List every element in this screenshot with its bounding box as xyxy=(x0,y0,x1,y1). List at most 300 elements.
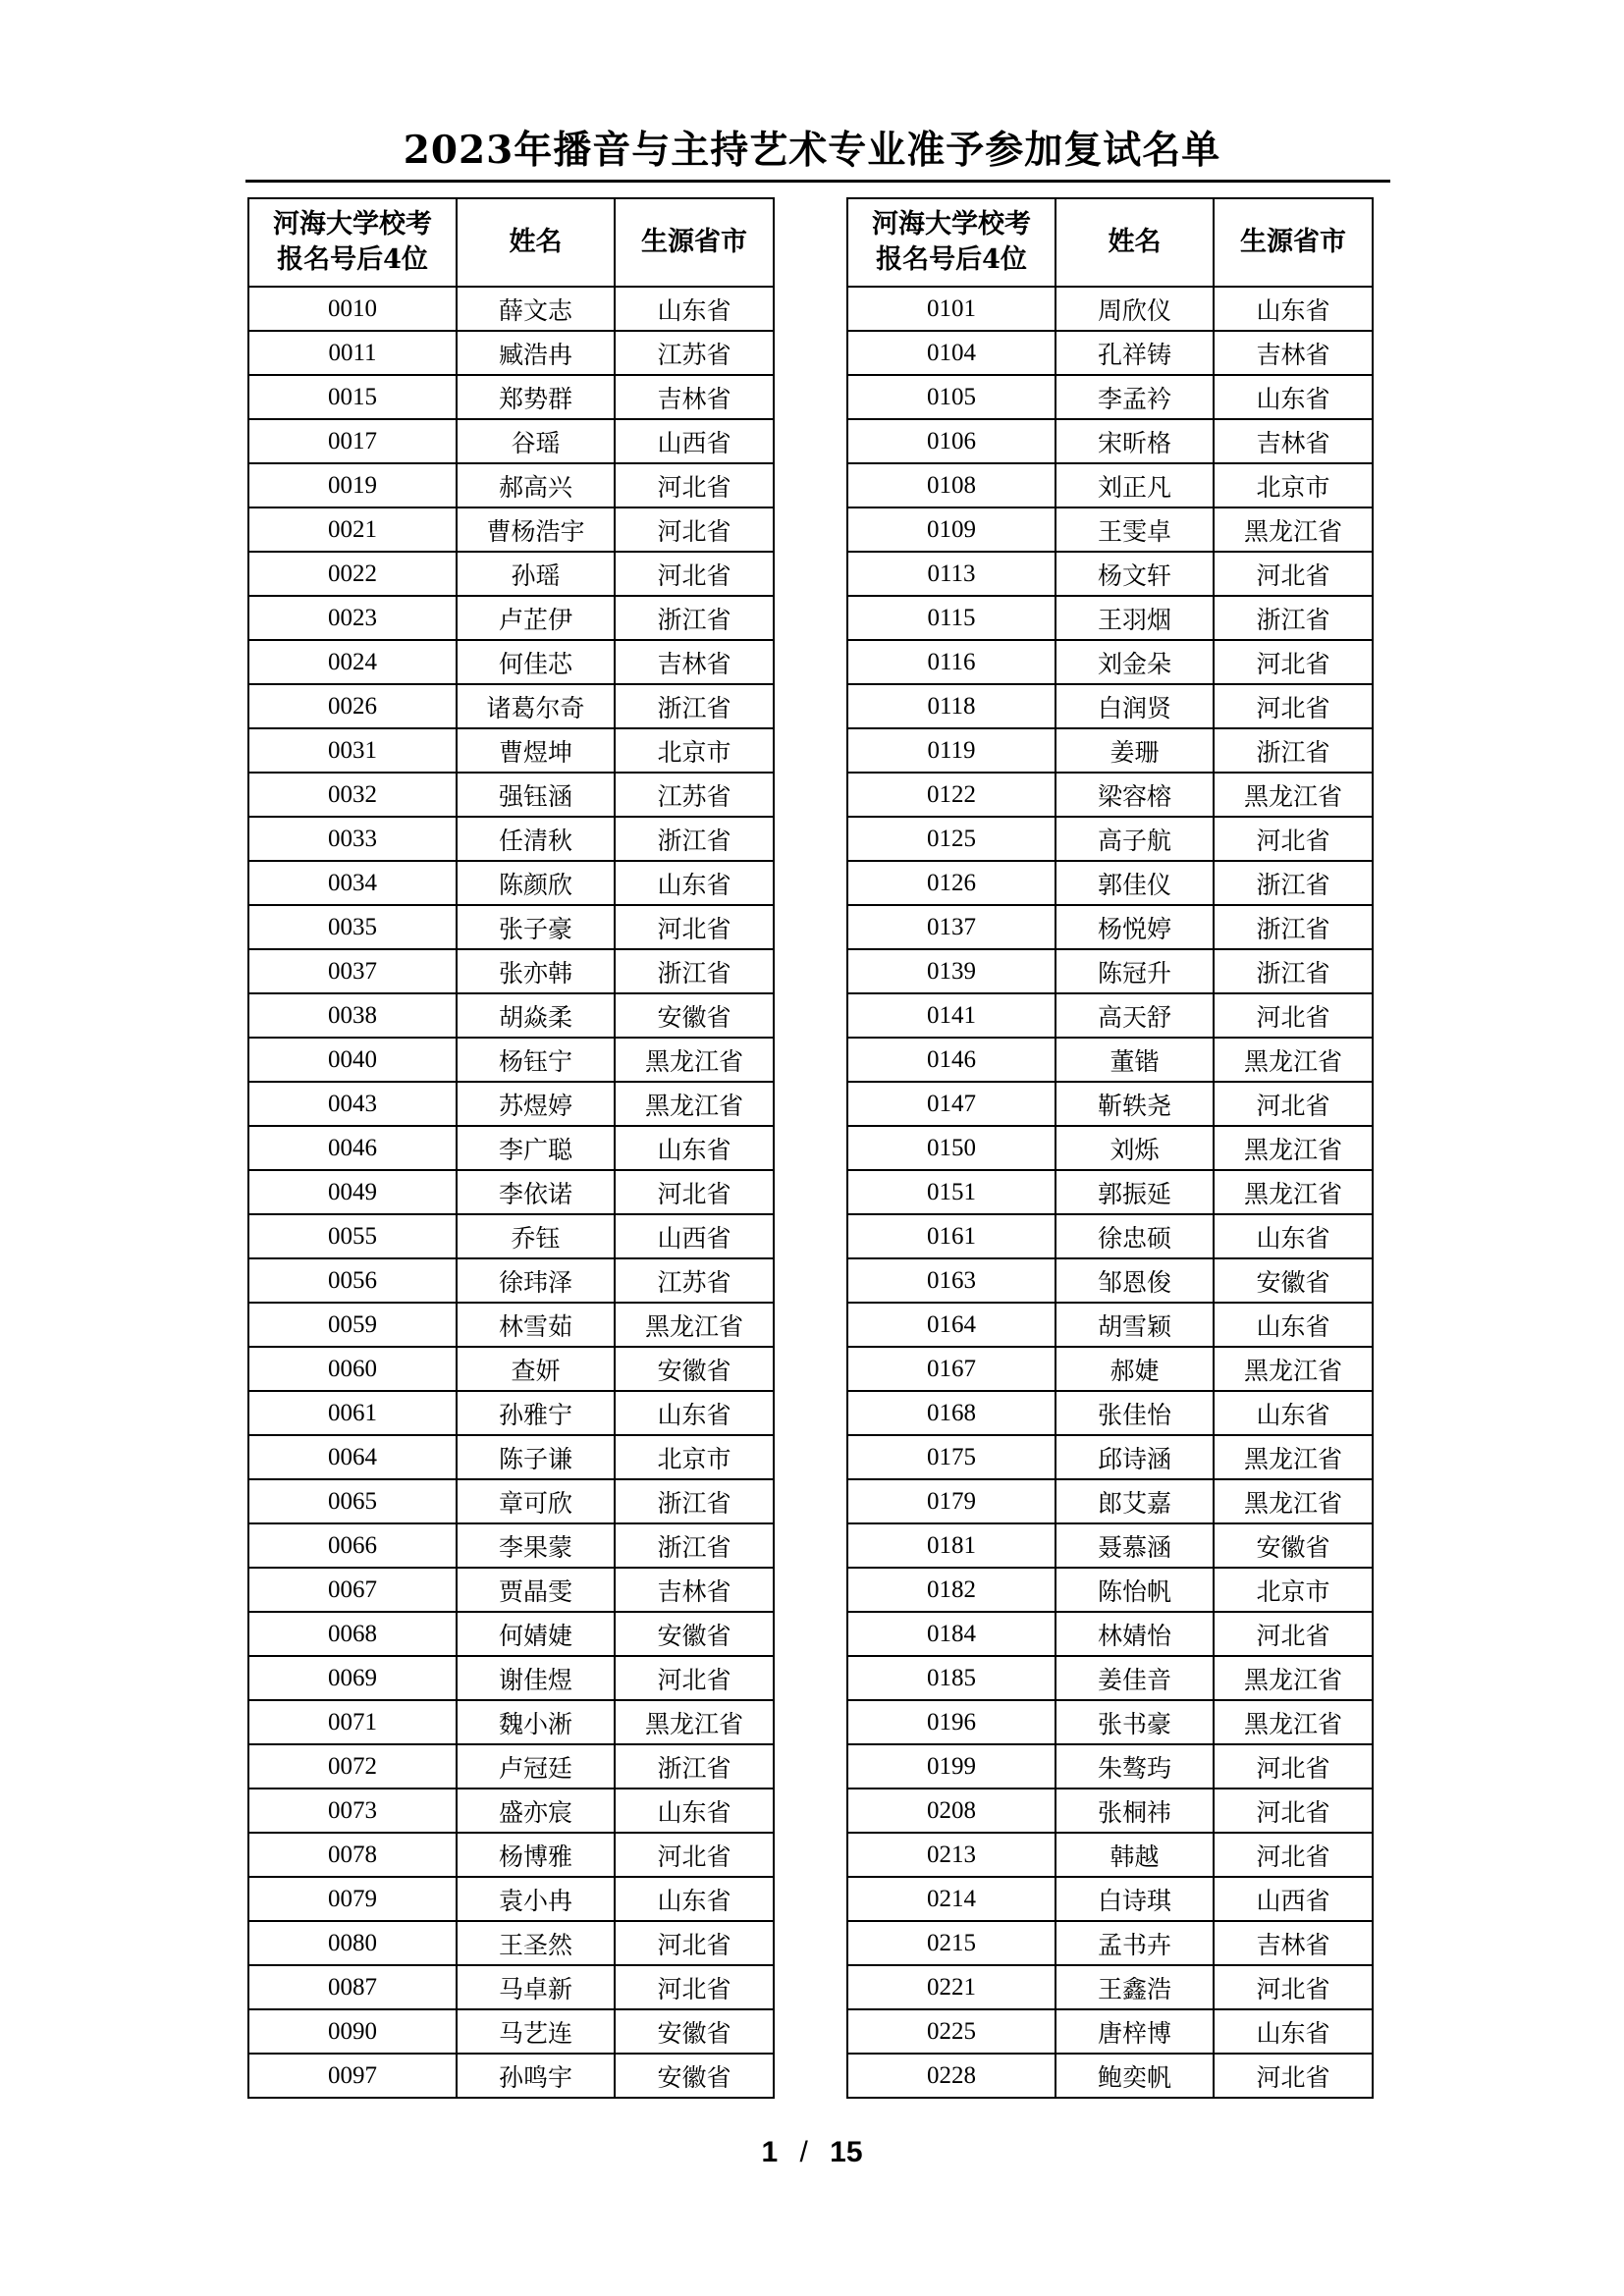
table-row xyxy=(847,507,1373,552)
student-name-cell: 陈冠升 xyxy=(1056,949,1214,993)
table-row xyxy=(847,993,1373,1038)
province-cell: 山东省 xyxy=(615,1126,774,1170)
province-cell: 吉林省 xyxy=(1214,1921,1373,1965)
student-name-cell: 卢芷伊 xyxy=(457,596,615,640)
student-name-cell: 唐梓博 xyxy=(1056,2009,1214,2054)
province-cell: 北京市 xyxy=(1214,463,1373,507)
province-cell: 黑龙江省 xyxy=(615,1038,774,1082)
student-name-cell: 孙雅宁 xyxy=(457,1391,615,1435)
province-cell: 黑龙江省 xyxy=(615,1303,774,1347)
province-cell: 山东省 xyxy=(615,861,774,905)
province-cell: 河北省 xyxy=(1214,817,1373,861)
header-id-line2: 报名号后4位 xyxy=(876,244,1027,275)
province-cell: 浙江省 xyxy=(615,1744,774,1789)
table-row xyxy=(248,1921,774,1965)
province-cell: 河北省 xyxy=(1214,1833,1373,1877)
registration-number-cell: 0125 xyxy=(847,817,1056,861)
student-name-cell: 郝婕 xyxy=(1056,1347,1214,1391)
registration-number-cell: 0061 xyxy=(248,1391,457,1435)
table-row xyxy=(847,2054,1373,2098)
registration-number-cell: 0115 xyxy=(847,596,1056,640)
student-name-cell: 鲍奕帆 xyxy=(1056,2054,1214,2098)
student-name-cell: 郎艾嘉 xyxy=(1056,1479,1214,1523)
registration-number-cell: 0017 xyxy=(248,419,457,463)
province-cell: 山西省 xyxy=(615,1214,774,1258)
student-name-cell: 张桐祎 xyxy=(1056,1789,1214,1833)
registration-number-cell: 0037 xyxy=(248,949,457,993)
registration-number-cell: 0011 xyxy=(248,331,457,375)
table-row xyxy=(248,949,774,993)
registration-number-cell: 0034 xyxy=(248,861,457,905)
registration-number-cell: 0040 xyxy=(248,1038,457,1082)
province-cell: 河北省 xyxy=(615,1656,774,1700)
student-name-cell: 郝高兴 xyxy=(457,463,615,507)
registration-number-cell: 0164 xyxy=(847,1303,1056,1347)
student-name-cell: 徐忠硕 xyxy=(1056,1214,1214,1258)
province-cell: 安徽省 xyxy=(615,2054,774,2098)
province-cell: 吉林省 xyxy=(615,375,774,419)
registration-number-cell: 0167 xyxy=(847,1347,1056,1391)
province-cell: 河北省 xyxy=(615,905,774,949)
student-name-cell: 任清秋 xyxy=(457,817,615,861)
registration-number-cell: 0026 xyxy=(248,684,457,728)
roster-table-left xyxy=(247,197,775,2099)
registration-number-cell: 0080 xyxy=(248,1921,457,1965)
student-name-cell: 杨钰宁 xyxy=(457,1038,615,1082)
student-name-cell: 臧浩冉 xyxy=(457,331,615,375)
registration-number-cell: 0108 xyxy=(847,463,1056,507)
registration-number-cell: 0068 xyxy=(248,1612,457,1656)
registration-number-cell: 0199 xyxy=(847,1744,1056,1789)
registration-number-cell: 0010 xyxy=(248,287,457,331)
registration-number-cell: 0060 xyxy=(248,1347,457,1391)
table-row xyxy=(847,596,1373,640)
province-cell: 河北省 xyxy=(615,463,774,507)
registration-number-cell: 0113 xyxy=(847,552,1056,596)
registration-number-cell: 0214 xyxy=(847,1877,1056,1921)
province-cell: 浙江省 xyxy=(615,1523,774,1568)
registration-number-cell: 0101 xyxy=(847,287,1056,331)
province-cell: 浙江省 xyxy=(1214,949,1373,993)
roster-table-right xyxy=(846,197,1374,2099)
student-name-cell: 何婧婕 xyxy=(457,1612,615,1656)
table-row xyxy=(847,949,1373,993)
table-row xyxy=(847,861,1373,905)
province-cell: 河北省 xyxy=(1214,684,1373,728)
roster-body-right xyxy=(847,287,1373,2098)
table-row xyxy=(847,1656,1373,1700)
header-id-line2: 报名号后4位 xyxy=(277,244,428,275)
table-row xyxy=(248,728,774,773)
table-row xyxy=(847,2009,1373,2054)
student-name-cell: 姜珊 xyxy=(1056,728,1214,773)
province-cell: 黑龙江省 xyxy=(1214,1126,1373,1170)
province-cell: 黑龙江省 xyxy=(1214,1347,1373,1391)
table-row xyxy=(248,507,774,552)
registration-number-cell: 0087 xyxy=(248,1965,457,2009)
student-name-cell: 林婧怡 xyxy=(1056,1612,1214,1656)
table-row xyxy=(248,2054,774,2098)
province-cell: 山西省 xyxy=(615,419,774,463)
registration-number-cell: 0032 xyxy=(248,773,457,817)
registration-number-cell: 0069 xyxy=(248,1656,457,1700)
student-name-cell: 姜佳音 xyxy=(1056,1656,1214,1700)
registration-number-cell: 0065 xyxy=(248,1479,457,1523)
province-cell: 浙江省 xyxy=(615,817,774,861)
province-cell: 浙江省 xyxy=(615,1479,774,1523)
student-name-cell: 郭佳仪 xyxy=(1056,861,1214,905)
header-registration-number xyxy=(248,198,457,287)
student-name-cell: 袁小冉 xyxy=(457,1877,615,1921)
table-row xyxy=(847,331,1373,375)
province-cell: 山东省 xyxy=(1214,1391,1373,1435)
student-name-cell: 杨文轩 xyxy=(1056,552,1214,596)
registration-number-cell: 0104 xyxy=(847,331,1056,375)
registration-number-cell: 0022 xyxy=(248,552,457,596)
registration-number-cell: 0163 xyxy=(847,1258,1056,1303)
registration-number-cell: 0147 xyxy=(847,1082,1056,1126)
table-row xyxy=(847,1612,1373,1656)
header-name: 姓名 xyxy=(1056,198,1214,287)
table-row xyxy=(847,1744,1373,1789)
student-name-cell: 强钰涵 xyxy=(457,773,615,817)
registration-number-cell: 0213 xyxy=(847,1833,1056,1877)
student-name-cell: 贾晶雯 xyxy=(457,1568,615,1612)
student-name-cell: 周欣仪 xyxy=(1056,287,1214,331)
registration-number-cell: 0046 xyxy=(248,1126,457,1170)
registration-number-cell: 0196 xyxy=(847,1700,1056,1744)
province-cell: 黑龙江省 xyxy=(615,1700,774,1744)
student-name-cell: 胡雪颖 xyxy=(1056,1303,1214,1347)
registration-number-cell: 0139 xyxy=(847,949,1056,993)
student-name-cell: 陈怡帆 xyxy=(1056,1568,1214,1612)
table-row xyxy=(847,1700,1373,1744)
province-cell: 黑龙江省 xyxy=(1214,1435,1373,1479)
registration-number-cell: 0215 xyxy=(847,1921,1056,1965)
registration-number-cell: 0150 xyxy=(847,1126,1056,1170)
province-cell: 吉林省 xyxy=(1214,331,1373,375)
registration-number-cell: 0182 xyxy=(847,1568,1056,1612)
student-name-cell: 张亦韩 xyxy=(457,949,615,993)
registration-number-cell: 0181 xyxy=(847,1523,1056,1568)
table-row xyxy=(847,419,1373,463)
table-row xyxy=(847,552,1373,596)
table-row xyxy=(248,1568,774,1612)
table-row xyxy=(248,375,774,419)
student-name-cell: 何佳芯 xyxy=(457,640,615,684)
registration-number-cell: 0106 xyxy=(847,419,1056,463)
registration-number-cell: 0064 xyxy=(248,1435,457,1479)
table-row xyxy=(847,1833,1373,1877)
table-row xyxy=(847,1082,1373,1126)
student-name-cell: 马艺连 xyxy=(457,2009,615,2054)
province-cell: 浙江省 xyxy=(1214,596,1373,640)
province-cell: 黑龙江省 xyxy=(1214,1700,1373,1744)
student-name-cell: 聂慕涵 xyxy=(1056,1523,1214,1568)
table-row xyxy=(248,1303,774,1347)
student-name-cell: 李广聪 xyxy=(457,1126,615,1170)
registration-number-cell: 0116 xyxy=(847,640,1056,684)
province-cell: 浙江省 xyxy=(1214,728,1373,773)
student-name-cell: 杨悦婷 xyxy=(1056,905,1214,949)
province-cell: 黑龙江省 xyxy=(1214,1479,1373,1523)
table-row xyxy=(847,375,1373,419)
province-cell: 河北省 xyxy=(1214,1612,1373,1656)
header-id-line1: 河海大学校考 xyxy=(872,208,1031,240)
province-cell: 安徽省 xyxy=(615,2009,774,2054)
student-name-cell: 董锴 xyxy=(1056,1038,1214,1082)
registration-number-cell: 0097 xyxy=(248,2054,457,2098)
table-row xyxy=(248,463,774,507)
province-cell: 黑龙江省 xyxy=(1214,1656,1373,1700)
student-name-cell: 谷瑶 xyxy=(457,419,615,463)
province-cell: 安徽省 xyxy=(1214,1258,1373,1303)
table-row xyxy=(847,1965,1373,2009)
registration-number-cell: 0019 xyxy=(248,463,457,507)
registration-number-cell: 0228 xyxy=(847,2054,1056,2098)
registration-number-cell: 0151 xyxy=(847,1170,1056,1214)
table-row xyxy=(248,1656,774,1700)
student-name-cell: 郑势群 xyxy=(457,375,615,419)
student-name-cell: 王雯卓 xyxy=(1056,507,1214,552)
province-cell: 河北省 xyxy=(615,507,774,552)
province-cell: 河北省 xyxy=(1214,2054,1373,2098)
header-id-line1: 河海大学校考 xyxy=(273,208,432,240)
student-name-cell: 章可欣 xyxy=(457,1479,615,1523)
table-row xyxy=(847,287,1373,331)
student-name-cell: 张子豪 xyxy=(457,905,615,949)
student-name-cell: 高子航 xyxy=(1056,817,1214,861)
student-name-cell: 乔钰 xyxy=(457,1214,615,1258)
table-row xyxy=(248,1877,774,1921)
province-cell: 黑龙江省 xyxy=(615,1082,774,1126)
student-name-cell: 李孟衿 xyxy=(1056,375,1214,419)
student-name-cell: 孙瑶 xyxy=(457,552,615,596)
province-cell: 山东省 xyxy=(1214,2009,1373,2054)
province-cell: 吉林省 xyxy=(1214,419,1373,463)
province-cell: 浙江省 xyxy=(1214,861,1373,905)
province-cell: 河北省 xyxy=(1214,993,1373,1038)
table-row xyxy=(248,287,774,331)
header-province: 生源省市 xyxy=(1214,198,1373,287)
student-name-cell: 陈子谦 xyxy=(457,1435,615,1479)
registration-number-cell: 0067 xyxy=(248,1568,457,1612)
table-row xyxy=(248,1833,774,1877)
table-row xyxy=(847,1170,1373,1214)
student-name-cell: 谢佳煜 xyxy=(457,1656,615,1700)
province-cell: 浙江省 xyxy=(615,949,774,993)
province-cell: 安徽省 xyxy=(615,1612,774,1656)
table-row xyxy=(847,1258,1373,1303)
registration-number-cell: 0146 xyxy=(847,1038,1056,1082)
student-name-cell: 刘烁 xyxy=(1056,1126,1214,1170)
registration-number-cell: 0179 xyxy=(847,1479,1056,1523)
registration-number-cell: 0122 xyxy=(847,773,1056,817)
table-row xyxy=(847,1347,1373,1391)
student-name-cell: 孙鸣宇 xyxy=(457,2054,615,2098)
header-province: 生源省市 xyxy=(615,198,774,287)
table-row xyxy=(847,1214,1373,1258)
table-row xyxy=(847,1126,1373,1170)
registration-number-cell: 0071 xyxy=(248,1700,457,1744)
student-name-cell: 诸葛尔奇 xyxy=(457,684,615,728)
table-row xyxy=(847,1523,1373,1568)
table-row xyxy=(847,773,1373,817)
province-cell: 北京市 xyxy=(615,728,774,773)
registration-number-cell: 0073 xyxy=(248,1789,457,1833)
province-cell: 山西省 xyxy=(1214,1877,1373,1921)
student-name-cell: 朱骜玙 xyxy=(1056,1744,1214,1789)
table-row xyxy=(248,1612,774,1656)
table-row xyxy=(847,817,1373,861)
registration-number-cell: 0033 xyxy=(248,817,457,861)
student-name-cell: 陈颜欣 xyxy=(457,861,615,905)
registration-number-cell: 0184 xyxy=(847,1612,1056,1656)
registration-number-cell: 0059 xyxy=(248,1303,457,1347)
registration-number-cell: 0109 xyxy=(847,507,1056,552)
student-name-cell: 王羽烟 xyxy=(1056,596,1214,640)
province-cell: 吉林省 xyxy=(615,640,774,684)
province-cell: 安徽省 xyxy=(615,1347,774,1391)
province-cell: 黑龙江省 xyxy=(1214,1170,1373,1214)
province-cell: 河北省 xyxy=(615,1965,774,2009)
student-name-cell: 刘正凡 xyxy=(1056,463,1214,507)
registration-number-cell: 0056 xyxy=(248,1258,457,1303)
current-page: 1 xyxy=(761,2136,779,2168)
table-row xyxy=(847,1435,1373,1479)
student-name-cell: 高天舒 xyxy=(1056,993,1214,1038)
registration-number-cell: 0119 xyxy=(847,728,1056,773)
registration-number-cell: 0024 xyxy=(248,640,457,684)
table-row xyxy=(847,640,1373,684)
table-row xyxy=(248,1082,774,1126)
student-name-cell: 张书豪 xyxy=(1056,1700,1214,1744)
province-cell: 河北省 xyxy=(1214,1789,1373,1833)
table-row xyxy=(248,1479,774,1523)
registration-number-cell: 0168 xyxy=(847,1391,1056,1435)
table-row xyxy=(847,1038,1373,1082)
table-row xyxy=(248,596,774,640)
student-name-cell: 刘金朵 xyxy=(1056,640,1214,684)
total-pages: 15 xyxy=(830,2136,863,2168)
province-cell: 北京市 xyxy=(1214,1568,1373,1612)
registration-number-cell: 0066 xyxy=(248,1523,457,1568)
province-cell: 黑龙江省 xyxy=(1214,773,1373,817)
table-row xyxy=(248,773,774,817)
province-cell: 山东省 xyxy=(1214,375,1373,419)
student-name-cell: 白润贤 xyxy=(1056,684,1214,728)
registration-number-cell: 0038 xyxy=(248,993,457,1038)
table-row xyxy=(248,905,774,949)
province-cell: 山东省 xyxy=(1214,1303,1373,1347)
province-cell: 河北省 xyxy=(1214,1965,1373,2009)
table-row xyxy=(248,1435,774,1479)
student-name-cell: 孔祥铸 xyxy=(1056,331,1214,375)
student-name-cell: 韩越 xyxy=(1056,1833,1214,1877)
student-name-cell: 苏煜婷 xyxy=(457,1082,615,1126)
page-separator: / xyxy=(799,2136,808,2168)
table-row xyxy=(248,1170,774,1214)
student-name-cell: 魏小淅 xyxy=(457,1700,615,1744)
province-cell: 山东省 xyxy=(1214,287,1373,331)
province-cell: 河北省 xyxy=(1214,1082,1373,1126)
student-name-cell: 李依诺 xyxy=(457,1170,615,1214)
student-name-cell: 马卓新 xyxy=(457,1965,615,2009)
student-name-cell: 薛文志 xyxy=(457,287,615,331)
registration-number-cell: 0079 xyxy=(248,1877,457,1921)
table-row xyxy=(248,2009,774,2054)
student-name-cell: 王圣然 xyxy=(457,1921,615,1965)
registration-number-cell: 0208 xyxy=(847,1789,1056,1833)
province-cell: 山东省 xyxy=(615,1391,774,1435)
registration-number-cell: 0021 xyxy=(248,507,457,552)
page-number xyxy=(0,2136,1624,2169)
province-cell: 山东省 xyxy=(615,1789,774,1833)
province-cell: 浙江省 xyxy=(615,596,774,640)
title-underline xyxy=(245,180,1390,183)
registration-number-cell: 0031 xyxy=(248,728,457,773)
student-name-cell: 卢冠廷 xyxy=(457,1744,615,1789)
table-row xyxy=(847,684,1373,728)
province-cell: 山东省 xyxy=(615,1877,774,1921)
registration-number-cell: 0078 xyxy=(248,1833,457,1877)
table-row xyxy=(847,1479,1373,1523)
header-row xyxy=(847,198,1373,287)
table-row xyxy=(847,1391,1373,1435)
student-name-cell: 王鑫浩 xyxy=(1056,1965,1214,2009)
registration-number-cell: 0105 xyxy=(847,375,1056,419)
student-name-cell: 林雪茹 xyxy=(457,1303,615,1347)
table-row xyxy=(248,817,774,861)
province-cell: 黑龙江省 xyxy=(1214,507,1373,552)
student-name-cell: 邱诗涵 xyxy=(1056,1435,1214,1479)
student-name-cell: 杨博雅 xyxy=(457,1833,615,1877)
registration-number-cell: 0055 xyxy=(248,1214,457,1258)
table-row xyxy=(847,905,1373,949)
student-name-cell: 胡焱柔 xyxy=(457,993,615,1038)
province-cell: 河北省 xyxy=(1214,1744,1373,1789)
student-name-cell: 曹煜坤 xyxy=(457,728,615,773)
student-name-cell: 孟书卉 xyxy=(1056,1921,1214,1965)
table-row xyxy=(248,1744,774,1789)
province-cell: 北京市 xyxy=(615,1435,774,1479)
registration-number-cell: 0043 xyxy=(248,1082,457,1126)
table-row xyxy=(847,1568,1373,1612)
student-name-cell: 白诗琪 xyxy=(1056,1877,1214,1921)
registration-number-cell: 0072 xyxy=(248,1744,457,1789)
table-row xyxy=(248,331,774,375)
student-name-cell: 靳轶尧 xyxy=(1056,1082,1214,1126)
table-row xyxy=(248,993,774,1038)
province-cell: 河北省 xyxy=(615,552,774,596)
province-cell: 河北省 xyxy=(615,1833,774,1877)
table-row xyxy=(248,861,774,905)
table-row xyxy=(248,1347,774,1391)
registration-number-cell: 0023 xyxy=(248,596,457,640)
student-name-cell: 盛亦宸 xyxy=(457,1789,615,1833)
province-cell: 山东省 xyxy=(615,287,774,331)
province-cell: 河北省 xyxy=(1214,640,1373,684)
table-row xyxy=(847,1789,1373,1833)
registration-number-cell: 0015 xyxy=(248,375,457,419)
student-name-cell: 梁容榕 xyxy=(1056,773,1214,817)
student-name-cell: 张佳怡 xyxy=(1056,1391,1214,1435)
registration-number-cell: 0049 xyxy=(248,1170,457,1214)
student-name-cell: 郭振延 xyxy=(1056,1170,1214,1214)
document-title: 2023年播音与主持艺术专业准予参加复试名单 xyxy=(403,128,1221,173)
province-cell: 吉林省 xyxy=(615,1568,774,1612)
registration-number-cell: 0175 xyxy=(847,1435,1056,1479)
